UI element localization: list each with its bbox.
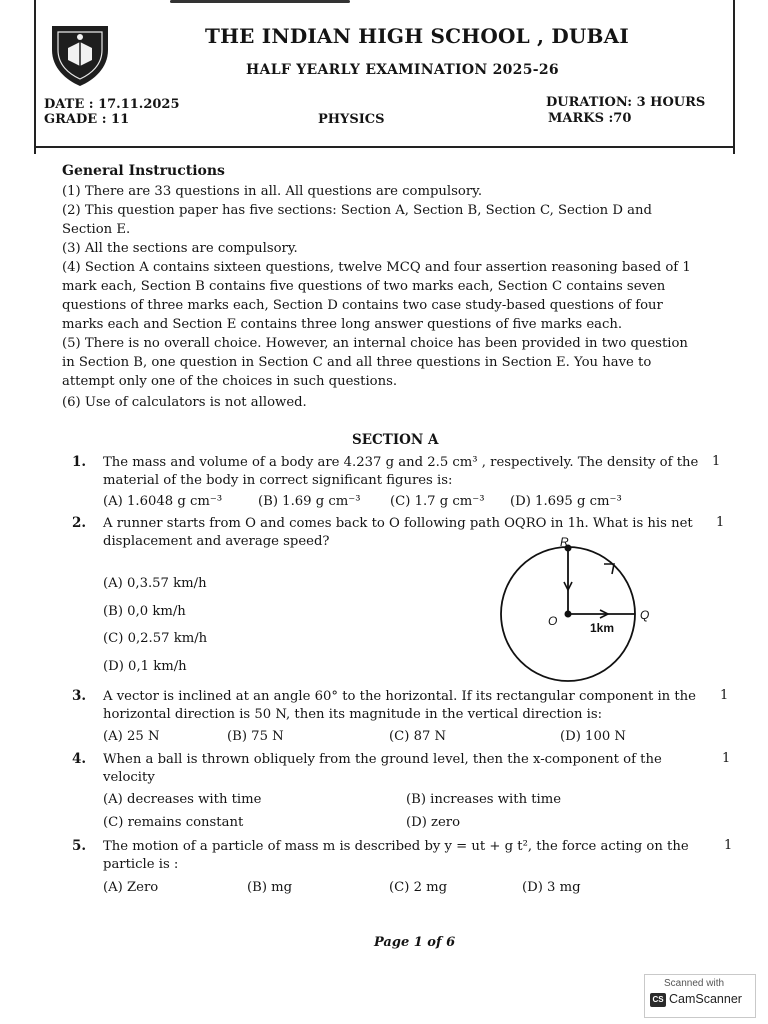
instruction-line: (2) This question paper has five sections: Section A, Section B, Section C, Section D and: [62, 203, 652, 218]
question-4-option-d: (D) zero: [406, 815, 461, 830]
school-name: THE INDIAN HIGH SCHOOL , DUBAI: [205, 24, 629, 48]
runner-path-diagram: [496, 534, 666, 684]
question-3-text: horizontal direction is 50 N, then its magnitude in the vertical direction is:: [103, 707, 603, 722]
exam-subject: PHYSICS: [318, 112, 385, 127]
question-2-number: 2.: [72, 515, 87, 531]
instruction-line: (5) There is no overall choice. However, an internal choice has been provided in two question: [62, 336, 688, 351]
instruction-line: (4) Section A contains sixteen questions, twelve MCQ and four assertion reasoning based of 1: [62, 260, 691, 275]
question-1-number: 1.: [72, 454, 87, 470]
instruction-line: (3) All the sections are compulsory.: [62, 241, 298, 256]
question-1-marks: 1: [712, 454, 721, 469]
exam-title: HALF YEARLY EXAMINATION 2025-26: [246, 62, 559, 78]
camscanner-logo-icon: CS: [650, 993, 666, 1007]
instruction-line: (6) Use of calculators is not allowed.: [62, 395, 307, 410]
instruction-line: attempt only one of the choices in such questions.: [62, 374, 398, 389]
instructions-title: General Instructions: [62, 163, 225, 179]
instruction-line: mark each, Section B contains five questions of two marks each, Section C contains seven: [62, 279, 666, 294]
question-2-option-a: (A) 0,3.57 km/h: [103, 576, 207, 591]
diagram-label-r: R: [560, 535, 569, 549]
question-5-option-b: (B) mg: [247, 880, 293, 895]
question-3-option-b: (B) 75 N: [227, 729, 284, 744]
question-3-option-a: (A) 25 N: [103, 729, 160, 744]
question-5-option-c: (C) 2 mg: [389, 880, 448, 895]
exam-marks: MARKS :70: [548, 111, 632, 126]
header-frame-left: [34, 0, 36, 154]
question-4-option-a: (A) decreases with time: [103, 792, 262, 807]
question-5-number: 5.: [72, 838, 87, 854]
diagram-label-q: Q: [640, 608, 650, 622]
instruction-line: in Section B, one question in Section C and all three questions in Section E. You have to: [62, 355, 652, 370]
instruction-line: (1) There are 33 questions in all. All questions are compulsory.: [62, 184, 483, 199]
page-number: Page 1 of 6: [374, 935, 456, 950]
scan-smudge: [170, 0, 350, 3]
question-5-text: The motion of a particle of mass m is described by y = ut + g t², the force acting on the: [103, 839, 689, 854]
exam-duration: DURATION: 3 HOURS: [546, 95, 706, 110]
question-5-option-a: (A) Zero: [103, 880, 159, 895]
question-2-marks: 1: [716, 515, 725, 530]
question-4-option-b: (B) increases with time: [406, 792, 562, 807]
school-logo-icon: [46, 20, 114, 88]
header-frame-right: [733, 0, 735, 154]
question-3-option-c: (C) 87 N: [389, 729, 447, 744]
question-2-text: A runner starts from O and comes back to O following path OQRO in 1h. What is his net: [103, 516, 693, 531]
instruction-line: Section E.: [62, 222, 131, 237]
question-5-option-d: (D) 3 mg: [522, 880, 581, 895]
question-1-option-c: (C) 1.7 g cm⁻³: [390, 494, 485, 509]
question-2-option-c: (C) 0,2.57 km/h: [103, 631, 208, 646]
question-5-text: particle is :: [103, 857, 179, 872]
question-4-text: When a ball is thrown obliquely from the ground level, then the x-component of the: [103, 752, 662, 767]
question-3-number: 3.: [72, 688, 87, 704]
camscanner-caption: Scanned with: [664, 978, 725, 989]
question-4-option-c: (C) remains constant: [103, 815, 244, 830]
diagram-label-o: O: [548, 614, 558, 628]
question-4-number: 4.: [72, 751, 87, 767]
question-4-text: velocity: [103, 770, 155, 785]
camscanner-brand: CamScanner: [669, 992, 742, 1006]
section-a-title: SECTION A: [352, 432, 439, 448]
exam-date: DATE : 17.11.2025: [44, 97, 180, 112]
question-3-marks: 1: [720, 688, 729, 703]
question-2-option-d: (D) 0,1 km/h: [103, 659, 187, 674]
instruction-line: questions of three marks each, Section D contains two case study-based questions of four: [62, 298, 663, 313]
question-1-text: The mass and volume of a body are 4.237 g and 2.5 cm³ , respectively. The density of the: [103, 455, 699, 470]
question-2-text: displacement and average speed?: [103, 534, 330, 549]
question-3-text: A vector is inclined at an angle 60° to the horizontal. If its rectangular component in the: [103, 689, 696, 704]
question-2-option-b: (B) 0,0 km/h: [103, 604, 186, 619]
question-1-text: material of the body in correct significant figures is:: [103, 473, 453, 488]
diagram-radius-label: 1km: [590, 621, 615, 635]
question-1-option-d: (D) 1.695 g cm⁻³: [510, 494, 622, 509]
question-1-option-b: (B) 1.69 g cm⁻³: [258, 494, 361, 509]
question-4-marks: 1: [722, 751, 731, 766]
header-frame-bottom: [34, 146, 734, 148]
instruction-line: marks each and Section E contains three long answer questions of five marks each.: [62, 317, 623, 332]
question-5-marks: 1: [724, 838, 733, 853]
question-1-option-a: (A) 1.6048 g cm⁻³: [103, 494, 223, 509]
question-3-option-d: (D) 100 N: [560, 729, 626, 744]
exam-grade: GRADE : 11: [44, 112, 130, 127]
